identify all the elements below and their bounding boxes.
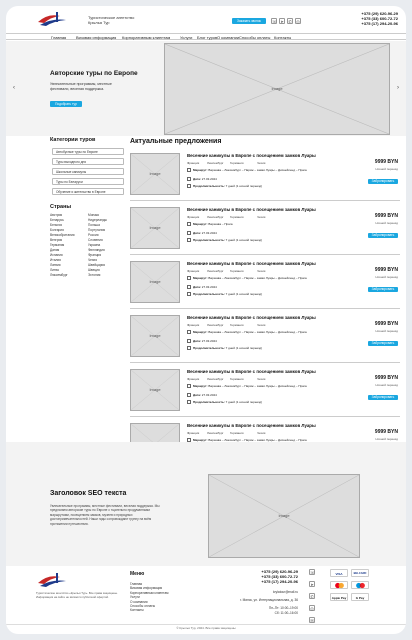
tour-note: Ночной переезд: [375, 275, 398, 279]
duration-value: 7 дней (1 ночной переезд): [225, 292, 263, 296]
route-value: Варшава – Люксембург – Париж – замки Луары – Диснейленд – Прага: [208, 168, 307, 172]
google-pay-logo: G Pay: [351, 593, 369, 601]
tour-tag: Германия: [230, 215, 244, 219]
tour-image[interactable]: [130, 315, 180, 357]
duration-label: Продолжительность:: [193, 184, 225, 188]
category-education[interactable]: Обучение и жительство в Европе: [52, 188, 124, 195]
tour-duration: [193, 238, 343, 242]
book-tour-button[interactable]: Забронировать: [368, 341, 398, 346]
header-phone-2[interactable]: +375 (33) 600-72-72: [361, 16, 398, 21]
route-label: Маршрут:: [193, 276, 208, 280]
footer-menu-item[interactable]: Корпоративным клиентам: [130, 590, 169, 595]
footer-hours-2: Сб: 11:00–16:00: [274, 611, 298, 615]
footer-telegram-icon[interactable]: ➤: [310, 582, 314, 587]
nav-item-contacts[interactable]: Контакты: [274, 35, 292, 40]
tour-date: [193, 339, 343, 343]
tour-image[interactable]: [130, 369, 180, 411]
tour-duration: [193, 346, 343, 350]
tour-image[interactable]: [130, 153, 180, 195]
country-link[interactable]: Чехия: [88, 258, 97, 262]
country-link[interactable]: Польша: [88, 223, 100, 227]
country-link[interactable]: Монако: [88, 213, 100, 217]
route-value: Варшава – Люксембург – Париж – замки Луары – Диснейленд – Прага: [208, 438, 307, 442]
image-label: Image: [149, 279, 161, 284]
nav-item-home[interactable]: Главная: [51, 35, 67, 40]
duration-value: 7 дней (1 ночной переезд): [225, 400, 263, 404]
duration-checkbox-icon: [187, 238, 191, 242]
visa-logo: VISA: [330, 569, 348, 577]
country-link[interactable]: Россия: [88, 233, 99, 237]
footer-menu-item[interactable]: Услуги: [130, 595, 140, 600]
country-link[interactable]: Эстония: [88, 273, 101, 277]
tour-tag: Люксембург: [207, 323, 224, 327]
country-link[interactable]: Франция: [88, 253, 102, 257]
date-value: 27.03.2024: [201, 177, 217, 181]
tour-tag: Германия: [230, 269, 244, 273]
book-tour-button[interactable]: Забронировать: [368, 395, 398, 400]
country-link[interactable]: Австрия: [50, 213, 63, 217]
book-tour-button[interactable]: Забронировать: [368, 179, 398, 184]
footer-instagram-icon[interactable]: ◎: [310, 606, 314, 611]
hero-prev-arrow[interactable]: ‹: [13, 85, 15, 91]
country-link[interactable]: Латвия: [50, 263, 61, 267]
hero-next-arrow[interactable]: ›: [397, 85, 399, 91]
country-link[interactable]: Германия: [50, 243, 65, 247]
country-link[interactable]: Швеция: [88, 268, 100, 272]
tour-note: Ночной переезд: [375, 329, 398, 333]
country-link[interactable]: Беларусь: [50, 218, 64, 222]
nav-item-corporate[interactable]: Корпоративным клиентам: [122, 35, 171, 40]
tour-image[interactable]: [130, 261, 180, 303]
tour-divider: [130, 308, 400, 309]
footer-menu-title: Меню: [130, 571, 145, 577]
tour-route: [193, 222, 343, 226]
date-checkbox-icon: [187, 177, 191, 181]
image-label: Image: [149, 333, 161, 338]
tour-tag: Франция: [187, 269, 200, 273]
tour-divider: [130, 362, 400, 363]
tour-tag: Люксембург: [207, 269, 224, 273]
tour-tag: Франция: [187, 431, 200, 435]
footer-address: г. Минск, ул. Интернациональная, д. 36: [240, 598, 298, 602]
date-value: 27.03.2024: [201, 231, 217, 235]
route-label: Маршрут:: [193, 330, 208, 334]
category-weekend-tours[interactable]: Туры выходного дня: [52, 158, 124, 165]
country-link[interactable]: Дания: [50, 248, 60, 252]
route-value: Варшава – Люксембург – Париж – замки Луары – Диснейленд – Прага: [208, 330, 307, 334]
footer-menu-item[interactable]: О компании: [130, 599, 148, 604]
header-phone-3[interactable]: +375 (17) 294-20-96: [361, 21, 398, 26]
tour-note: Ночной переезд: [375, 167, 398, 171]
tour-route: [193, 384, 343, 388]
country-link[interactable]: Великобритания: [50, 233, 75, 237]
tour-title[interactable]: Весенние каникулы в Европе с посещением замков Луары: [187, 315, 316, 320]
date-label: Дата:: [193, 231, 201, 235]
callback-button[interactable]: Заказать звонок: [232, 18, 266, 24]
tour-note: Ночной переезд: [375, 221, 398, 225]
nav-item-visa[interactable]: Визовая информация: [76, 35, 117, 40]
belcard-logo: BELCARD: [351, 569, 369, 577]
tour-tag: Люксембург: [207, 431, 224, 435]
tour-date: [193, 393, 343, 397]
tour-tag: Франция: [187, 161, 200, 165]
footer-whatsapp-icon[interactable]: ✆: [310, 594, 314, 599]
footer-menu-item[interactable]: Визовая информация: [130, 586, 163, 591]
country-link[interactable]: Словения: [88, 238, 103, 242]
country-link[interactable]: Болгария: [50, 228, 64, 232]
tour-price: 9999 BYN: [374, 321, 398, 327]
tour-route: [193, 168, 343, 172]
country-link[interactable]: Швейцария: [88, 263, 106, 267]
duration-label: Продолжительность:: [193, 292, 225, 296]
mastercard-icon: [331, 582, 348, 589]
agency-title: Туристическое агентство: [88, 15, 135, 20]
countries-title: Страны: [50, 204, 72, 210]
route-label: Маршрут:: [193, 384, 208, 388]
tour-tag: Люксембург: [207, 377, 224, 381]
duration-checkbox-icon: [187, 346, 191, 350]
whatsapp-icon[interactable]: ✆: [288, 19, 292, 24]
date-checkbox-icon: [187, 393, 191, 397]
tour-duration: [193, 400, 343, 404]
tour-tag: Германия: [230, 431, 244, 435]
duration-label: Продолжительность:: [193, 346, 225, 350]
tour-tag: Чехия: [257, 431, 266, 435]
footer-divider: [6, 624, 406, 625]
tour-image[interactable]: [130, 207, 180, 249]
country-link[interactable]: Украина: [88, 243, 101, 247]
seo-section: [6, 442, 406, 566]
hero-text: Увлекательные программы, местные фестивали, веселая поддержка.: [50, 82, 112, 91]
page: [6, 6, 406, 634]
header-phone-1[interactable]: +375 (29) 620-96-29: [361, 11, 398, 16]
route-value: Варшава – Люксембург – Париж – замки Луары – Диснейленд – Прага: [208, 276, 307, 280]
viber-icon[interactable]: ☏: [272, 19, 278, 24]
duration-value: 7 дней (1 ночной переезд): [225, 184, 263, 188]
footer-phone-3[interactable]: +375 (17) 294-20-96: [261, 579, 298, 584]
image-label: Image: [271, 86, 283, 91]
tour-date: [193, 231, 343, 235]
date-value: 27.03.2024: [201, 393, 217, 397]
footer-menu-item[interactable]: Контакты: [130, 608, 144, 613]
instagram-icon[interactable]: ◎: [296, 19, 300, 24]
telegram-icon[interactable]: ➤: [280, 19, 284, 24]
seo-title: Заголовок SEO текста: [50, 490, 127, 497]
nav-item-payment[interactable]: Способы оплаты: [239, 35, 271, 40]
copyright: © Крылья Тур, 2024. Все права защищены: [176, 626, 236, 630]
tour-tag: Чехия: [257, 161, 266, 165]
footer-phone-1[interactable]: +375 (29) 620-96-29: [261, 569, 298, 574]
route-value: Варшава – Люксембург – Париж – замки Луары – Диснейленд – Прага: [208, 384, 307, 388]
tour-date: [193, 177, 343, 181]
duration-value: 7 дней (1 ночной переезд): [225, 238, 263, 242]
tour-route: [193, 330, 343, 334]
route-checkbox-icon: [187, 168, 191, 172]
category-belarus-tours[interactable]: Туры по Беларуси: [52, 178, 124, 185]
route-checkbox-icon: [187, 384, 191, 388]
footer-menu-item[interactable]: Главная: [130, 582, 143, 586]
image-label: Image: [278, 513, 290, 518]
footer-legal: Туристическое агентство «Крылья Тур». Все права защищены. Информация на сайте не является публичной офертой.: [36, 591, 118, 599]
route-checkbox-icon: [187, 222, 191, 226]
date-label: Дата:: [193, 285, 201, 289]
image-label: Image: [149, 171, 161, 176]
category-bus-tours[interactable]: Автобусные туры по Европе: [52, 148, 124, 155]
tour-divider: [130, 200, 400, 201]
tour-tag: Франция: [187, 215, 200, 219]
country-link[interactable]: Италия: [50, 258, 61, 262]
category-school-holidays[interactable]: Школьные каникулы: [52, 168, 124, 175]
date-label: Дата:: [193, 339, 201, 343]
tour-title[interactable]: Весенние каникулы в Европе с посещением замков Луары: [187, 261, 316, 266]
route-checkbox-icon: [187, 276, 191, 280]
duration-label: Продолжительность:: [193, 238, 225, 242]
duration-value: 7 дней (1 ночной переезд): [225, 346, 263, 350]
tour-note: Ночной переезд: [375, 437, 398, 441]
footer-mail-icon[interactable]: ✉: [310, 618, 314, 623]
date-label: Дата:: [193, 177, 201, 181]
tour-tag: Германия: [230, 377, 244, 381]
footer-menu-item[interactable]: Способы оплаты: [130, 604, 156, 608]
tour-tag: Чехия: [257, 377, 266, 381]
route-checkbox-icon: [187, 330, 191, 334]
tour-tag: Люксембург: [207, 215, 224, 219]
tour-duration: [193, 292, 343, 296]
date-checkbox-icon: [187, 231, 191, 235]
book-tour-button[interactable]: Забронировать: [368, 287, 398, 292]
country-link[interactable]: Нидерланды: [88, 218, 107, 222]
categories-title: Категории туров: [50, 137, 96, 143]
duration-checkbox-icon: [187, 292, 191, 296]
footer-phone-2[interactable]: +375 (33) 600-72-72: [261, 574, 298, 579]
hero-image: [164, 43, 390, 135]
date-checkbox-icon: [187, 285, 191, 289]
hero-select-tour-button[interactable]: Подобрать тур: [50, 101, 82, 107]
tour-title[interactable]: Весенние каникулы в Европе с посещением замков Луары: [187, 153, 316, 158]
seo-text: Увлекательные программы, местные фестивали, веселая поддержка. Мы предлагаем авторские туры по Европе с тщательно продуманными маршрутами, посещением замков, музеев и природных достопримечательностей. Наши гиды сопровождают группу на всём протяжении путешествия.: [50, 504, 160, 526]
hero-title: Авторские туры по Европе: [50, 70, 138, 77]
footer-hours-1: Пн–Пт: 10:00–19:00: [268, 606, 298, 610]
tour-tag: Германия: [230, 323, 244, 327]
duration-checkbox-icon: [187, 184, 191, 188]
tour-price: 9999 BYN: [374, 213, 398, 219]
tour-title[interactable]: Весенние каникулы в Европе с посещением замков Луары: [187, 207, 316, 212]
tour-title[interactable]: Весенние каникулы в Европе с посещением замков Луары: [187, 369, 316, 374]
mastercard-logo: [330, 581, 348, 589]
tour-tag: Франция: [187, 377, 200, 381]
offers-title: Актуальные предложения: [130, 138, 222, 145]
duration-label: Продолжительность:: [193, 400, 225, 404]
main-nav: [6, 33, 406, 40]
date-label: Дата:: [193, 393, 201, 397]
tour-tag: Люксембург: [207, 161, 224, 165]
date-checkbox-icon: [187, 339, 191, 343]
tour-price: 9999 BYN: [374, 375, 398, 381]
footer-logo[interactable]: [36, 571, 70, 589]
tour-note: Ночной переезд: [375, 383, 398, 387]
country-link[interactable]: Португалия: [88, 228, 106, 232]
tour-tag: Чехия: [257, 323, 266, 327]
logo-wing-icon: [36, 571, 70, 589]
seo-image: [208, 474, 360, 558]
footer-email[interactable]: krylatour@mail.ru: [272, 590, 298, 594]
tour-divider: [130, 254, 400, 255]
tour-divider: [130, 416, 400, 417]
footer-viber-icon[interactable]: ☏: [310, 570, 316, 575]
book-tour-button[interactable]: Забронировать: [368, 233, 398, 238]
nav-item-about[interactable]: О компании: [217, 35, 240, 40]
maestro-logo: [351, 581, 369, 589]
duration-checkbox-icon: [187, 400, 191, 404]
tour-route: [193, 276, 343, 280]
agency-subtitle: Крылья Тур: [88, 20, 110, 25]
tour-tag: Чехия: [257, 269, 266, 273]
country-link[interactable]: Испания: [50, 253, 63, 257]
country-link[interactable]: Люксембург: [50, 273, 68, 277]
nav-item-blog[interactable]: Блог туров: [197, 35, 218, 40]
route-value: Варшава – Прага: [208, 222, 233, 226]
tour-tag: Германия: [230, 161, 244, 165]
tour-tag: Чехия: [257, 215, 266, 219]
logo[interactable]: [36, 10, 70, 28]
tour-price: 9999 BYN: [374, 267, 398, 273]
hero-banner: [6, 41, 406, 136]
tour-date: [193, 285, 343, 289]
country-link[interactable]: Бельгия: [50, 223, 62, 227]
nav-item-services[interactable]: Услуги: [180, 35, 193, 40]
tour-price: 9999 BYN: [374, 429, 398, 435]
route-label: Маршрут:: [193, 438, 208, 442]
maestro-icon: [352, 582, 369, 589]
image-label: Image: [149, 225, 161, 230]
apple-pay-logo: Apple Pay: [330, 593, 348, 601]
tour-tag: Франция: [187, 323, 200, 327]
route-label: Маршрут:: [193, 168, 208, 172]
date-value: 27.03.2024: [201, 339, 217, 343]
date-value: 27.03.2024: [201, 285, 217, 289]
tour-price: 9999 BYN: [374, 159, 398, 165]
country-link[interactable]: Венгрия: [50, 238, 63, 242]
country-link[interactable]: Финляндия: [88, 248, 105, 252]
tour-title[interactable]: Весенние каникулы в Европе с посещением замков Луары: [187, 423, 316, 428]
route-label: Маршрут:: [193, 222, 208, 226]
logo-wing-icon: [36, 10, 70, 28]
tour-duration: [193, 184, 343, 188]
country-link[interactable]: Литва: [50, 268, 59, 272]
image-label: Image: [149, 387, 161, 392]
